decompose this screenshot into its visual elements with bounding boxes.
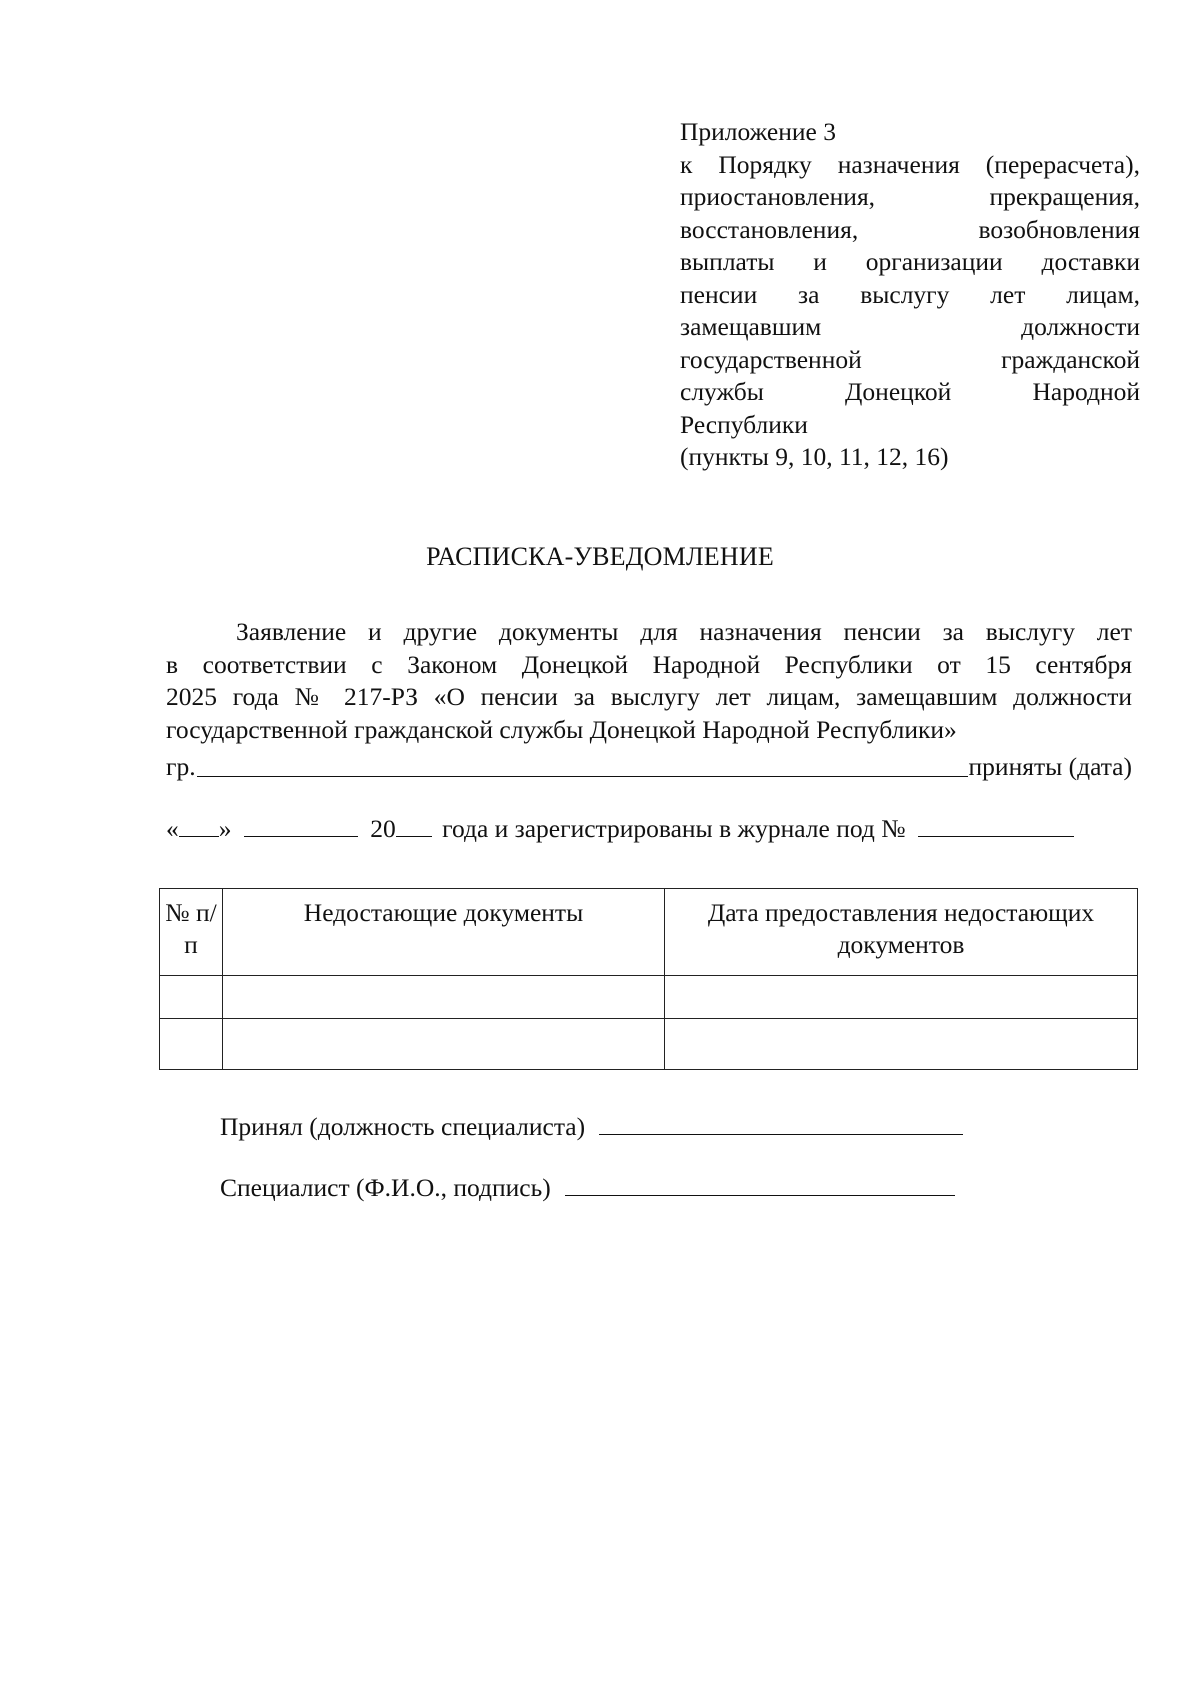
table-cell[interactable]: [160, 1019, 223, 1070]
table-cell[interactable]: [665, 1019, 1138, 1070]
missing-documents-table: [159, 888, 1138, 1070]
citizen-name-row: [166, 748, 1132, 782]
paragraph-line: Заявление и другие документы для назначения пенсии за выслугу лет: [236, 617, 1132, 646]
appendix-line: восстановления, возобновления: [680, 214, 1140, 244]
specialist-row: [220, 1173, 955, 1203]
appendix-points: (пункты 9, 10, 11, 12, 16): [680, 442, 949, 471]
appendix-line: к Порядку назначения (перерасчета),: [680, 149, 1140, 179]
year-field[interactable]: [396, 814, 432, 837]
specialist-signature-field[interactable]: [565, 1173, 955, 1196]
appendix-line: выплаты и организации доставки: [680, 247, 1140, 276]
day-field[interactable]: [179, 814, 219, 837]
appendix-line: замещавшим должности: [680, 312, 1140, 341]
appendix-line: приостановления, прекращения,: [680, 182, 1140, 211]
table-cell[interactable]: [223, 976, 665, 1019]
year-prefix: 20: [370, 814, 396, 843]
appendix-heading: Приложение 3: [680, 117, 836, 146]
table-cell[interactable]: [665, 976, 1138, 1019]
open-quote: «: [166, 814, 179, 843]
appendix-block: [680, 116, 1140, 474]
table-header-row: [160, 889, 1138, 976]
statement-paragraph: [166, 616, 1132, 746]
specialist-label: Специалист (Ф.И.О., подпись): [220, 1173, 551, 1202]
close-quote: »: [218, 814, 232, 843]
month-field[interactable]: [244, 814, 358, 837]
registration-date-row: [166, 814, 1132, 848]
table-row: [160, 976, 1138, 1019]
document-title: РАСПИСКА-УВЕДОМЛЕНИЕ: [426, 542, 774, 571]
table-row: [160, 1019, 1138, 1070]
accepted-by-label: Принял (должность специалиста): [220, 1112, 586, 1141]
col-number-header: № п/п: [160, 889, 223, 976]
paragraph-line: в соответствии с Законом Донецкой Народной Республики от 15 сентября: [166, 649, 1132, 679]
paragraph-line: государственной гражданской службы Донецкой Народной Республики»: [166, 714, 957, 744]
paragraph-line: 2025 года № 217-РЗ «О пенсии за выслугу лет лицам, замещавшим должности: [166, 682, 1132, 711]
gr-prefix: гр.: [166, 752, 196, 781]
col-documents-header: Недостающие документы: [223, 889, 665, 976]
col-date-header: Дата предоставления недостающих документов: [665, 889, 1138, 976]
table-cell[interactable]: [223, 1019, 665, 1070]
accepted-by-row: [220, 1112, 963, 1142]
appendix-line: Республики: [680, 409, 808, 439]
registered-text: года и зарегистрированы в журнале под №: [442, 814, 906, 843]
citizen-name-field[interactable]: [197, 750, 968, 777]
table-cell[interactable]: [160, 976, 223, 1019]
specialist-position-field[interactable]: [599, 1112, 963, 1135]
journal-number-field[interactable]: [918, 814, 1074, 837]
appendix-line: пенсии за выслугу лет лицам,: [680, 279, 1140, 309]
accepted-date-label: приняты (дата): [968, 752, 1132, 781]
appendix-line: службы Донецкой Народной: [680, 377, 1140, 406]
appendix-line: государственной гражданской: [680, 344, 1140, 374]
